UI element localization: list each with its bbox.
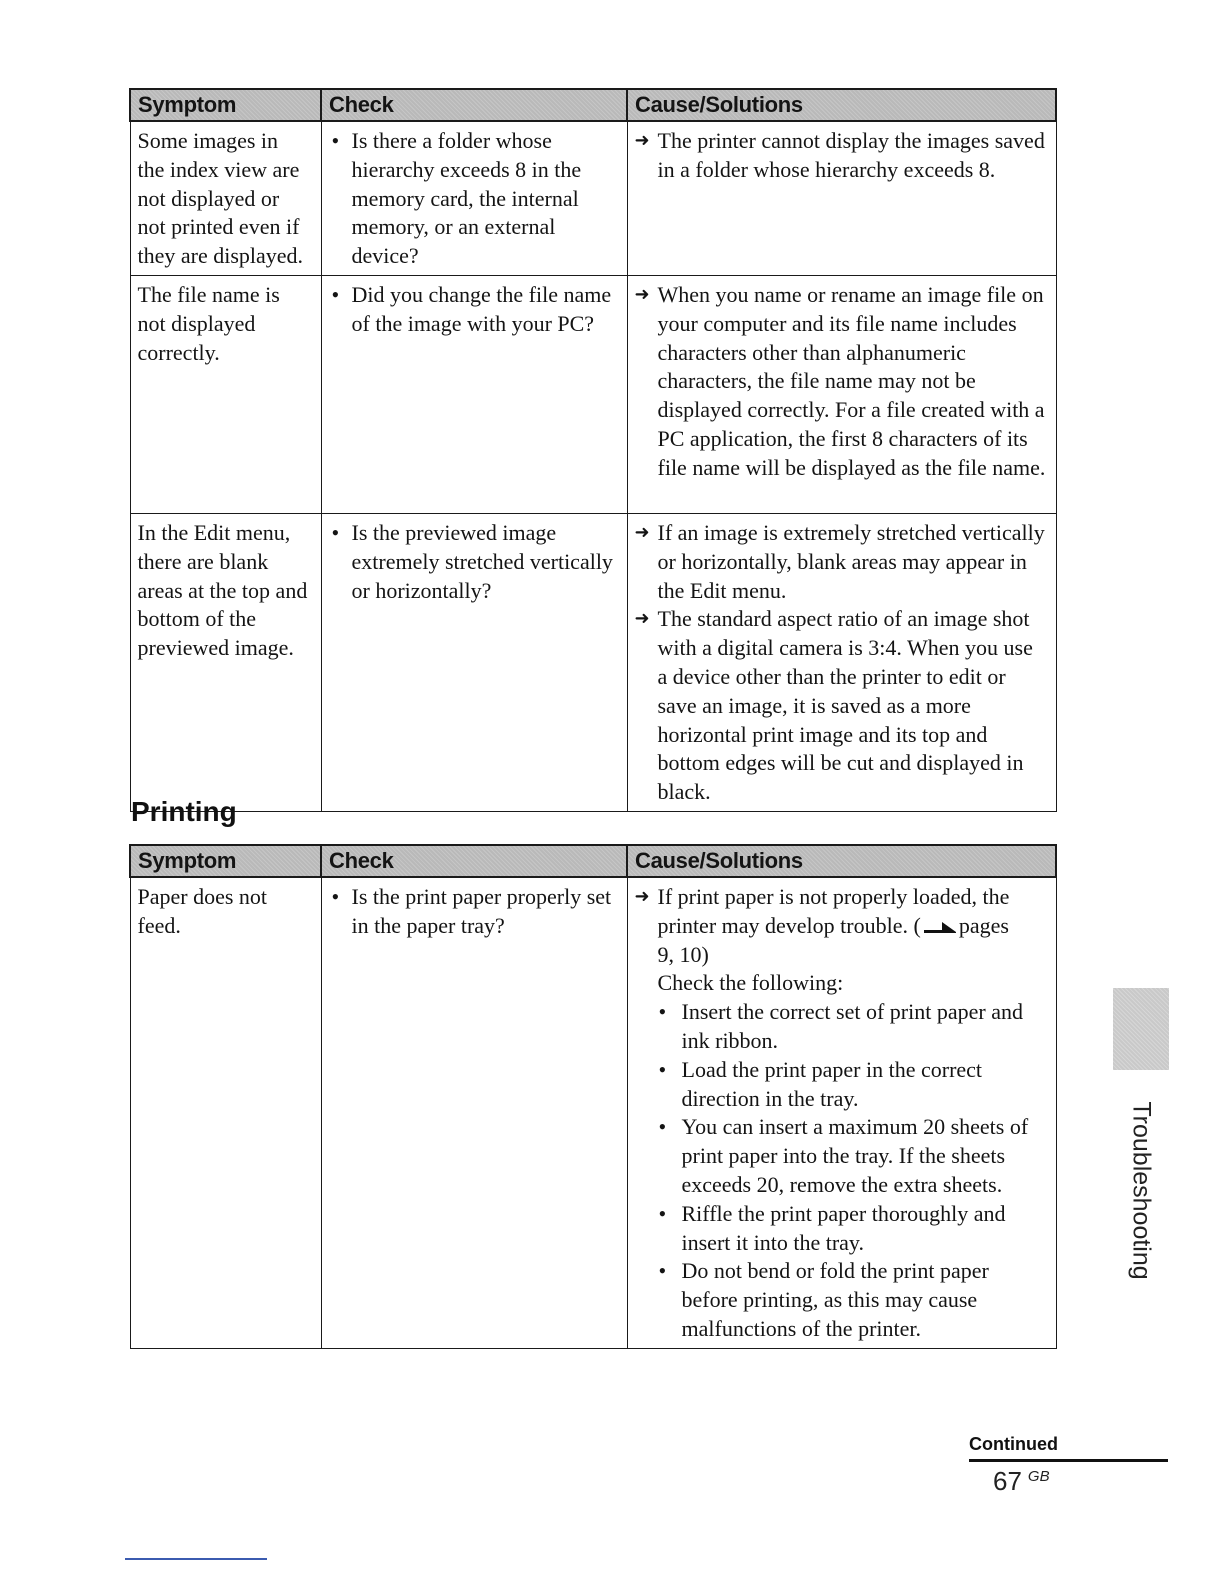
- solution-item: [635, 605, 1048, 807]
- page-number-suffix: GB: [1027, 1468, 1050, 1485]
- table-row: [130, 121, 1056, 275]
- symptom-line: not displayed: [137, 310, 256, 336]
- solution-item: [635, 281, 1048, 483]
- solution-text: If print paper is not properly loaded, the printer may develop trouble. (: [657, 884, 1010, 938]
- solution-text: The printer cannot display the images saved in a folder whose hierarchy exceeds 8.: [657, 128, 1045, 182]
- list-item: • You can insert a maximum 20 sheets of print paper into the tray. If the sheets exceeds 20, remove the extra sheets.: [658, 1113, 1048, 1199]
- symptom-line: previewed image.: [137, 635, 294, 661]
- page-number: [993, 1466, 1050, 1497]
- symptom-line: The file name is: [137, 281, 280, 307]
- symptom-line: the index view are: [137, 156, 300, 182]
- symptom-line: Paper does not: [137, 884, 268, 909]
- continued-divider: [969, 1459, 1168, 1462]
- page-reference-label: pages: [958, 912, 1009, 938]
- check-item: • Is there a folder whose hierarchy exceeds 8 in the memory card, the internal memory, or an external device?: [329, 127, 619, 271]
- table-row: [130, 877, 1056, 1348]
- check-header: Check: [321, 845, 627, 877]
- check-item: • Did you change the file name of the image with your PC?: [329, 281, 619, 339]
- list-item: • Insert the correct set of print paper and ink ribbon.: [658, 998, 1048, 1056]
- check-cell: [321, 275, 627, 513]
- solution-item: [635, 883, 1048, 969]
- list-item: • Do not bend or fold the print paper before printing, as this may cause malfunctions of the printer.: [658, 1257, 1048, 1343]
- symptom-cell: [130, 275, 321, 513]
- symptom-line: not printed even if: [137, 214, 300, 240]
- symptom-line: not displayed or: [137, 185, 280, 211]
- solution-cell: [627, 513, 1056, 811]
- solution-text: When you name or rename an image file on your computer and its file name includes characters other than alphanumeric characters, the file name may not be displayed correctly. For a file created with a PC application, the first 8 characters of its file name will be displayed as the file name.: [657, 281, 1046, 480]
- check-cell: [321, 513, 627, 811]
- solution-text: If an image is extremely stretched vertically or horizontally, blank areas may appear in the Edit menu.: [657, 519, 1045, 603]
- table-header-row: [130, 89, 1056, 121]
- section-title-printing: Printing: [131, 796, 237, 827]
- solution-item: [635, 127, 1048, 185]
- table-row: [130, 275, 1056, 513]
- arrow-icon: ➜: [634, 886, 650, 907]
- symptom-line: areas at the top and: [137, 577, 308, 603]
- symptom-line: correctly.: [137, 339, 220, 365]
- check-cell: [321, 877, 627, 1348]
- arrow-icon: ➜: [634, 521, 650, 543]
- side-tab-label: Troubleshooting: [1127, 1101, 1156, 1280]
- bottom-divider: [125, 1558, 267, 1560]
- symptom-header: Symptom: [130, 89, 321, 121]
- solution-text: The standard aspect ratio of an image shot with a digital camera is 3:4. When you use a device other than the printer to edit or save an image, it is saved as a more horizontal print image and its top and bottom edges will be cut and displayed in black.: [657, 606, 1033, 805]
- troubleshooting-table-printing: [129, 844, 1057, 1349]
- arrow-icon: ➜: [634, 130, 650, 151]
- page-number-value: 67: [993, 1466, 1022, 1496]
- solution-item: [635, 519, 1048, 605]
- symptom-line: bottom of the: [137, 606, 257, 632]
- check-following-list: [635, 998, 1048, 1344]
- symptom-cell: [130, 877, 321, 1348]
- symptom-cell: [130, 121, 321, 275]
- check-item: • Is the print paper properly set in the paper tray?: [329, 883, 619, 941]
- arrow-icon: ➜: [634, 608, 650, 630]
- symptom-line: feed.: [137, 912, 181, 938]
- solution-cell: [627, 275, 1056, 513]
- list-item: • Load the print paper in the correct direction in the tray.: [658, 1056, 1048, 1114]
- symptom-cell: [130, 513, 321, 811]
- troubleshooting-table-display: [129, 88, 1057, 812]
- solution-cell: [627, 877, 1056, 1348]
- table-row: [130, 513, 1056, 811]
- page-reference-numbers: 9, 10): [657, 941, 709, 967]
- symptom-header: Symptom: [130, 845, 321, 877]
- check-header: Check: [321, 89, 627, 121]
- check-item: • Is the previewed image extremely stretched vertically or horizontally?: [329, 519, 619, 605]
- cause-solutions-header: Cause/Solutions: [627, 845, 1056, 877]
- page-reference-arrow-icon: [922, 920, 958, 936]
- arrow-icon: ➜: [634, 283, 650, 305]
- check-cell: [321, 121, 627, 275]
- check-following-label: Check the following:: [657, 970, 844, 996]
- section-tab-marker: [1113, 988, 1169, 1070]
- solution-cell: [627, 121, 1056, 275]
- table-header-row: [130, 845, 1056, 877]
- symptom-line: Some images in: [137, 128, 279, 153]
- symptom-line: they are displayed.: [137, 243, 304, 269]
- symptom-line: there are blank: [137, 548, 269, 574]
- cause-solutions-header: Cause/Solutions: [627, 89, 1056, 121]
- continued-label: Continued: [969, 1434, 1058, 1454]
- symptom-line: In the Edit menu,: [137, 519, 291, 545]
- list-item: • Riffle the print paper thoroughly and insert it into the tray.: [658, 1200, 1048, 1258]
